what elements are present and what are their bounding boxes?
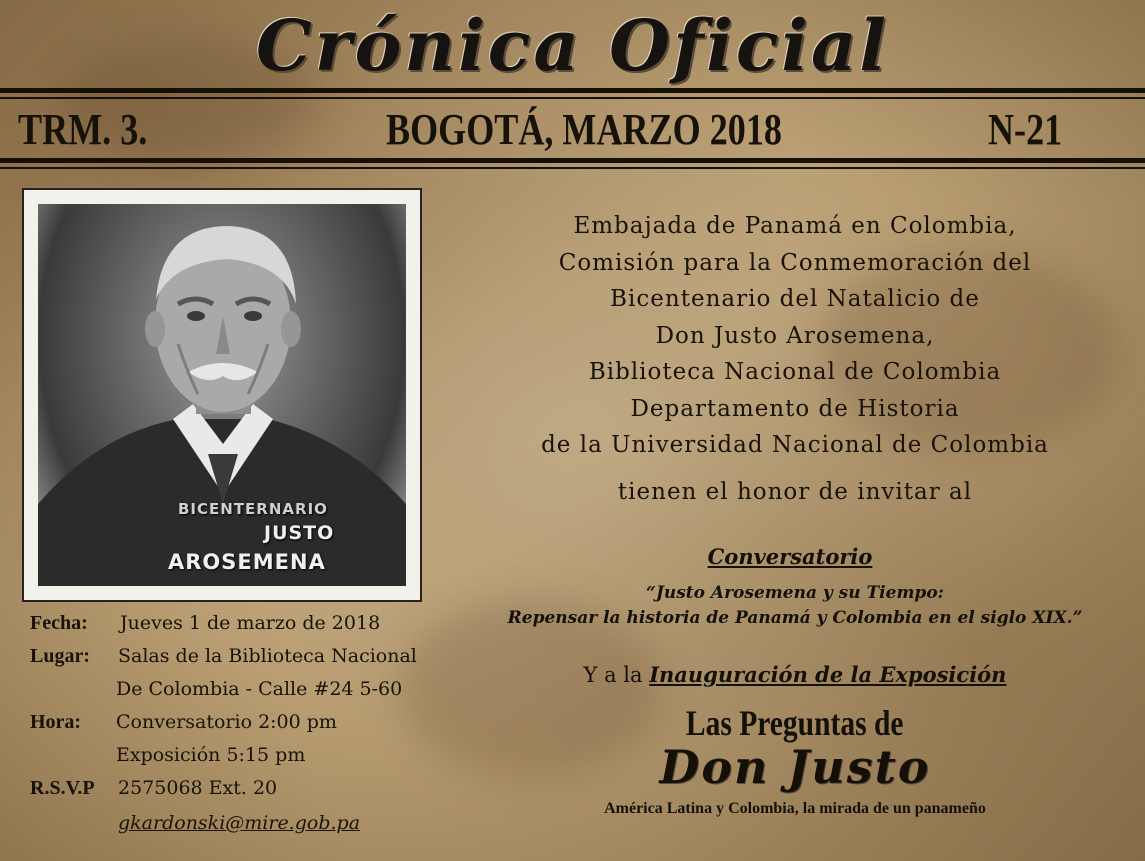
exposition-prefix: Y a la xyxy=(583,663,650,687)
exposition-label: Inauguración de la Exposición xyxy=(649,662,1007,687)
issue-number: N-21 xyxy=(988,105,1063,154)
issue-date: BOGOTÁ, MARZO 2018 xyxy=(386,105,782,154)
exposition-title-line2: Don Justo xyxy=(659,740,931,794)
conversatorio-line2: Repensar la historia de Panamá y Colombia en el siglo XIX.” xyxy=(507,608,1083,628)
lugar-value-line1: Salas de la Biblioteca Nacional xyxy=(118,645,417,667)
exposition-tagline: América Latina y Colombia, la mirada de un panameño xyxy=(604,800,986,817)
host-line: Comisión para la Conmemoración del xyxy=(558,249,1032,276)
hora-label: Hora: xyxy=(30,711,82,733)
issue-volume: TRM. 3. xyxy=(18,105,148,154)
exposition-intro xyxy=(480,662,1110,687)
photo-caption-line3: AROSEMENA xyxy=(168,550,326,574)
rsvp-email-link[interactable]: gkardonski@mire.gob.pa xyxy=(118,812,361,834)
rsvp-label: R.S.V.P xyxy=(30,777,95,799)
hora-value-line2: Exposición 5:15 pm xyxy=(116,744,306,766)
host-line: de la Universidad Nacional de Colombia xyxy=(541,432,1049,458)
conversatorio-subtitle xyxy=(450,581,1140,631)
header-rule xyxy=(0,88,1145,93)
host-line: Departamento de Historia xyxy=(630,395,960,422)
fecha-value: Jueves 1 de marzo de 2018 xyxy=(120,612,381,634)
photo-caption-line1: BICENTERNARIO xyxy=(178,500,328,518)
portrait-photo xyxy=(38,204,406,586)
header-rule xyxy=(0,158,1145,163)
host-line: Bicentenario del Natalicio de xyxy=(610,286,980,312)
header-rule xyxy=(0,97,1145,99)
invite-line: tienen el honor de invitar al xyxy=(617,479,973,505)
host-line: Embajada de Panamá en Colombia, xyxy=(573,213,1017,239)
exposition-title-line1: Las Preguntas de xyxy=(686,703,904,743)
portrait-frame xyxy=(24,190,420,600)
host-line: Don Justo Arosemena, xyxy=(655,322,935,349)
header-rule xyxy=(0,167,1145,169)
rsvp-phone: 2575068 Ext. 20 xyxy=(118,777,278,799)
lugar-label: Lugar: xyxy=(30,645,90,667)
hora-value-line1: Conversatorio 2:00 pm xyxy=(116,711,337,733)
conversatorio-line1: “Justo Arosemena y su Tiempo: xyxy=(646,583,944,603)
lugar-value-line2: De Colombia - Calle #24 5-60 xyxy=(116,678,403,700)
portrait-illustration xyxy=(38,204,406,586)
fecha-label: Fecha: xyxy=(30,612,88,634)
header-row xyxy=(0,104,1145,160)
host-line: Biblioteca Nacional de Colombia xyxy=(588,359,1002,385)
hosts-list xyxy=(480,208,1110,464)
masthead-title: Crónica Oficial xyxy=(256,4,889,87)
photo-caption-line2: JUSTO xyxy=(264,522,335,544)
conversatorio-title: Conversatorio xyxy=(707,544,873,569)
